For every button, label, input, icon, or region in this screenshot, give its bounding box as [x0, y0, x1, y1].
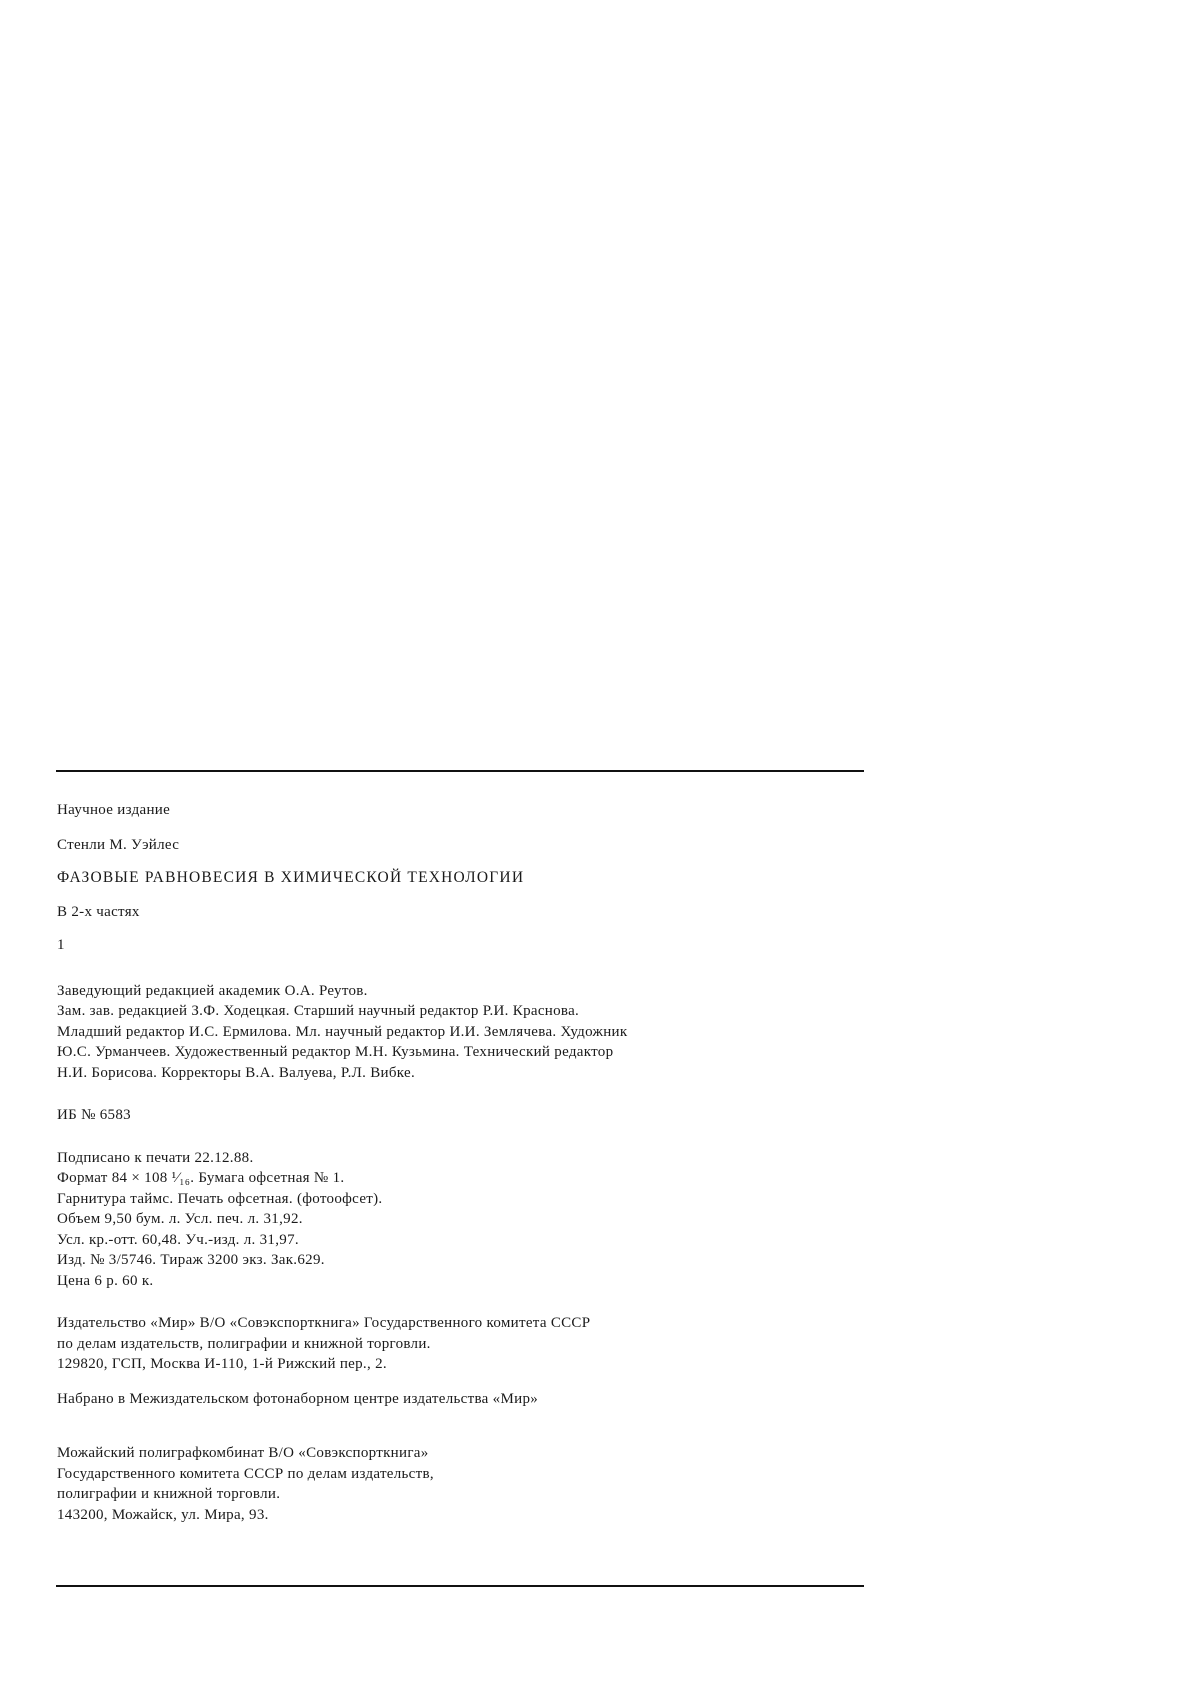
- typeset-note: Набрано в Межиздательском фотонаборном центре издательства «Мир»: [57, 1390, 539, 1407]
- publisher-line: Издательство «Мир» В/О «Совэкспорткнига» Государственного комитета СССР: [57, 1315, 591, 1331]
- print-detail-line: Цена 6 р. 60 к.: [57, 1272, 154, 1289]
- publisher-line: 129820, ГСП, Москва И-110, 1-й Рижский пер., 2.: [57, 1356, 387, 1372]
- printer-line: полиграфии и книжной торговли.: [57, 1486, 281, 1502]
- staff-line: Зам. зав. редакцией З.Ф. Ходецкая. Старший научный редактор Р.И. Краснова.: [57, 1003, 580, 1019]
- staff-line: Н.И. Борисова. Корректоры В.А. Валуева, Р.Л. Вибке.: [57, 1064, 415, 1081]
- staff-line: Младший редактор И.С. Ермилова. Мл. научный редактор И.И. Землячева. Художник: [57, 1023, 628, 1040]
- printer-info: [57, 1443, 857, 1525]
- publisher-info: [57, 1313, 857, 1375]
- printer-line: 143200, Можайск, ул. Мира, 93.: [57, 1506, 269, 1523]
- edition-type: Научное издание: [57, 802, 171, 818]
- printer-line: Можайский полиграфкомбинат В/О «Совэкспорткнига»: [57, 1445, 429, 1461]
- ib-number: ИБ № 6583: [57, 1107, 131, 1123]
- volume-number: 1: [57, 937, 65, 953]
- print-detail-line: Формат 84 × 108 ¹⁄₁₆. Бумага офсетная № 1.: [57, 1170, 345, 1186]
- editorial-staff: [57, 981, 857, 1084]
- printer-line: Государственного комитета СССР по делам издательств,: [57, 1465, 434, 1482]
- print-details: [57, 1148, 857, 1292]
- colophon-block: [57, 800, 857, 1525]
- staff-line: Ю.С. Урманчеев. Художественный редактор М.Н. Кузьмина. Технический редактор: [57, 1044, 614, 1060]
- bottom-rule: [56, 1585, 864, 1587]
- book-title: ФАЗОВЫЕ РАВНОВЕСИЯ В ХИМИЧЕСКОЙ ТЕХНОЛОГИИ: [57, 869, 525, 886]
- staff-line: Заведующий редакцией академик О.А. Реутов.: [57, 982, 368, 999]
- top-rule: [56, 770, 864, 772]
- print-detail-line: Подписано к печати 22.12.88.: [57, 1149, 254, 1166]
- print-detail-line: Гарнитура таймс. Печать офсетная. (фотоофсет).: [57, 1190, 383, 1207]
- print-detail-line: Изд. № 3/5746. Тираж 3200 экз. Зак.629.: [57, 1252, 325, 1268]
- author-name: Стенли М. Уэйлес: [57, 836, 180, 853]
- publisher-line: по делам издательств, полиграфии и книжной торговли.: [57, 1335, 431, 1352]
- print-detail-line: Объем 9,50 бум. л. Усл. печ. л. 31,92.: [57, 1211, 303, 1227]
- parts-note: В 2-х частях: [57, 903, 140, 920]
- print-detail-line: Усл. кр.-отт. 60,48. Уч.-изд. л. 31,97.: [57, 1231, 299, 1248]
